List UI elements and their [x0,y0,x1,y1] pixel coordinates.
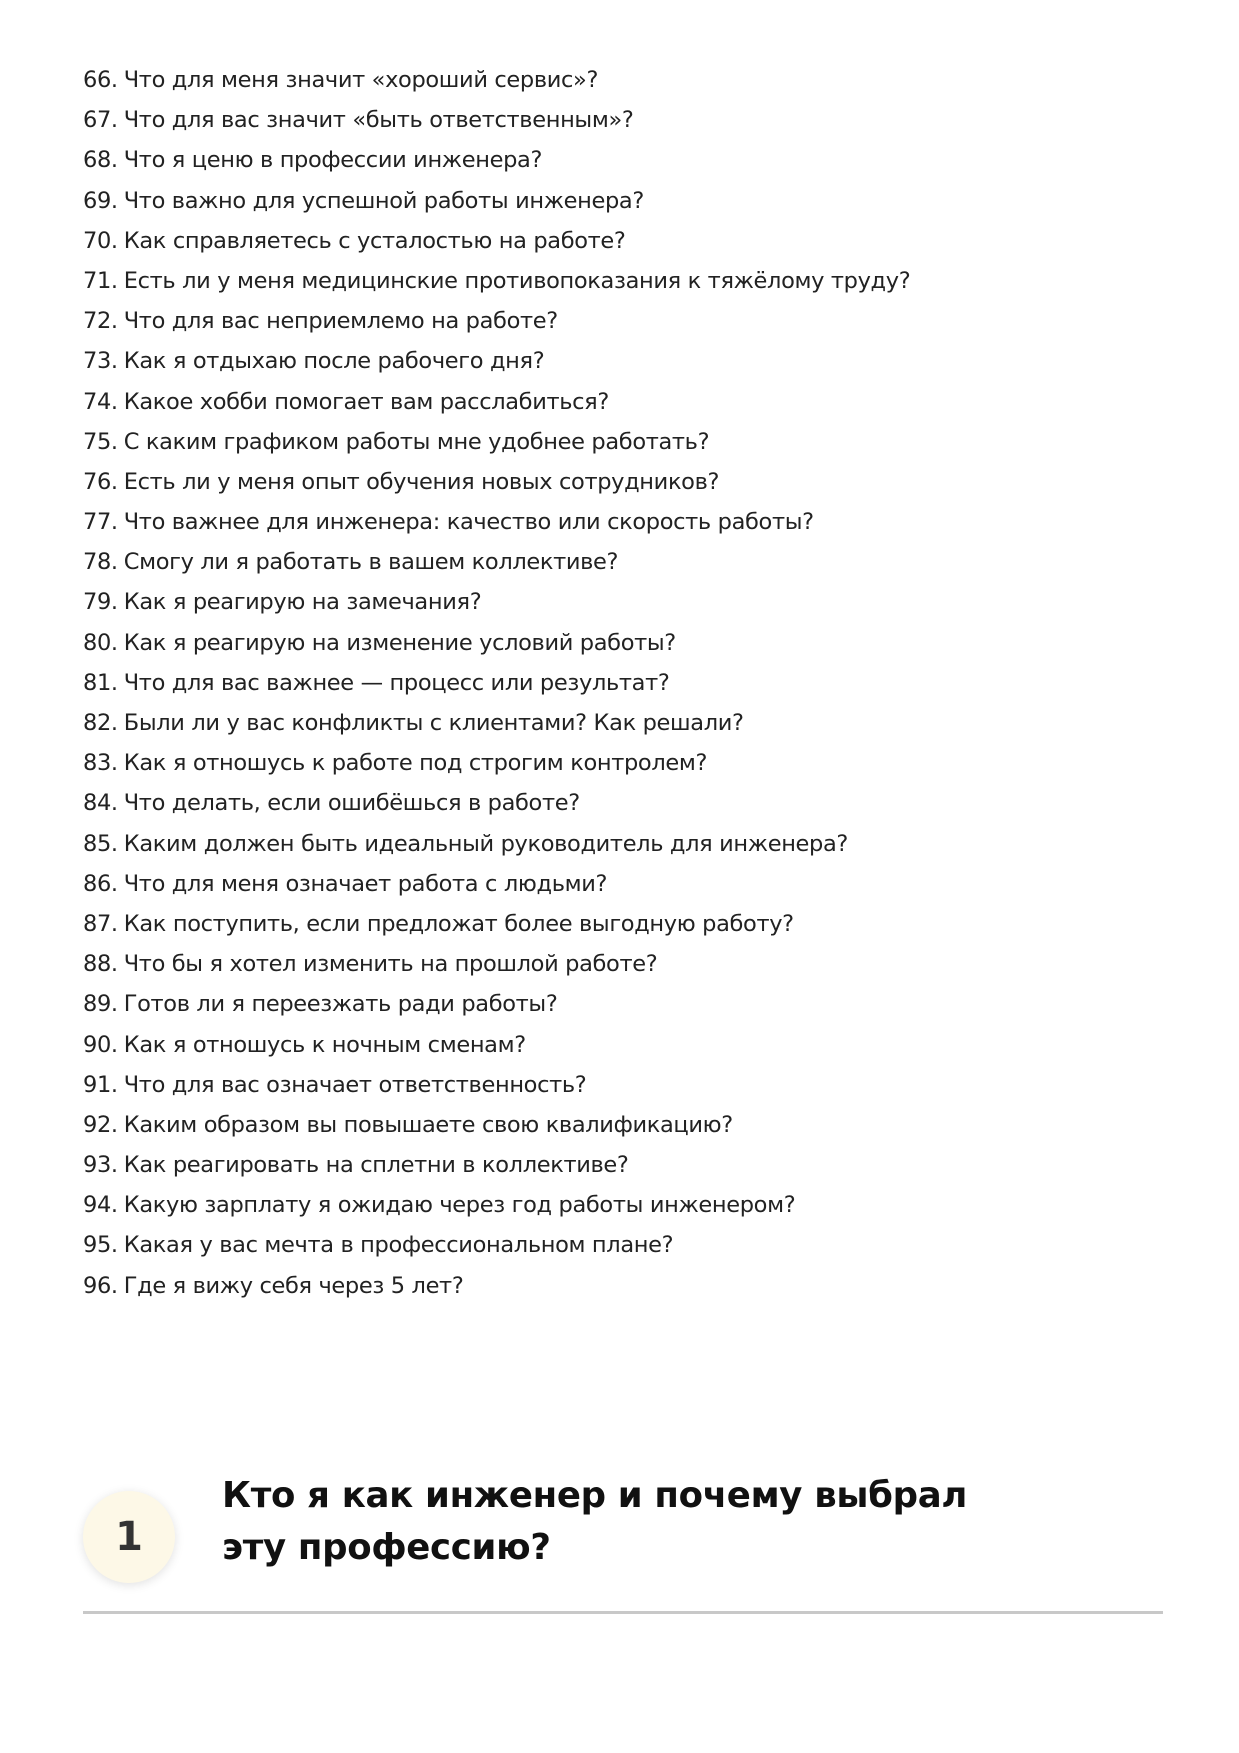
list-item [83,623,1163,663]
list-item [83,582,1163,622]
question-list [83,60,1163,1306]
section-number-badge: 1 [83,1491,175,1583]
question-number: 84. [83,790,118,817]
list-item [83,1185,1163,1225]
list-item [83,542,1163,582]
question-text: Готов ли я переезжать ради работы? [123,991,558,1018]
list-item [83,100,1163,140]
question-number: 88. [83,951,118,978]
list-item [83,1225,1163,1265]
list-item [83,462,1163,502]
list-item [83,663,1163,703]
list-item [83,1266,1163,1306]
list-item [83,1065,1163,1105]
list-item [83,261,1163,301]
list-item [83,422,1163,462]
question-text: Какую зарплату я ожидаю через год работы инженером? [123,1192,796,1219]
question-text: Что я ценю в профессии инженера? [123,147,543,174]
question-text: С каким графиком работы мне удобнее работать? [123,428,710,455]
question-text: Смогу ли я работать в вашем коллективе? [123,549,619,576]
question-text: Как я отношусь к ночным сменам? [123,1031,526,1058]
question-text: Что для меня значит «хороший сервис»? [123,67,599,93]
list-item [83,743,1163,783]
list-item [83,1145,1163,1185]
list-item [83,824,1163,864]
question-text: Есть ли у меня медицинские противопоказания к тяжёлому труду? [123,267,911,294]
list-item [83,1025,1163,1065]
question-number: 86. [83,870,118,897]
question-number: 66. [83,67,118,93]
list-item [83,864,1163,904]
question-text: Что бы я хотел изменить на прошлой работе? [123,951,658,978]
section-title: Кто я как инженер и почему выбрал эту профессию? [222,1475,968,1568]
question-text: Что делать, если ошибёшься в работе? [123,790,580,817]
question-number: 92. [83,1111,118,1138]
question-number: 69. [83,187,118,214]
list-item [83,221,1163,261]
question-text: Что важнее для инженера: качество или скорость работы? [123,509,814,536]
question-text: Что для вас неприемлемо на работе? [123,308,558,335]
question-number: 74. [83,388,118,415]
question-number: 85. [83,830,118,857]
question-text: Что для меня означает работа с людьми? [123,870,608,897]
question-number: 95. [83,1232,118,1259]
question-number: 80. [83,629,118,656]
list-item [83,703,1163,743]
question-number: 72. [83,308,118,335]
list-item [83,944,1163,984]
question-text: Как я реагирую на изменение условий работы? [123,629,676,656]
question-number: 76. [83,468,118,495]
question-text: Что для вас значит «быть ответственным»? [123,107,634,134]
question-number: 75. [83,428,118,455]
question-number: 68. [83,147,118,174]
list-item [83,502,1163,542]
question-text: Как реагировать на сплетни в коллективе? [123,1152,629,1179]
question-text: Были ли у вас конфликты с клиентами? Как решали? [123,710,744,736]
question-number: 93. [83,1152,118,1179]
list-item [83,301,1163,341]
question-number: 91. [83,1071,118,1098]
question-text: Как поступить, если предложат более выгодную работу? [123,910,794,937]
question-text: Что для вас означает ответственность? [123,1071,587,1098]
question-number: 82. [83,710,118,736]
question-text: Каким должен быть идеальный руководитель для инженера? [123,830,849,857]
list-item [83,341,1163,381]
list-item [83,904,1163,944]
question-number: 71. [83,267,118,294]
question-number: 89. [83,991,118,1018]
question-text: Каким образом вы повышаете свою квалификацию? [123,1111,733,1138]
question-number: 73. [83,348,118,375]
question-number: 94. [83,1192,118,1219]
list-item [83,140,1163,180]
question-text: Как я отношусь к работе под строгим контролем? [123,750,708,777]
question-text: Какая у вас мечта в профессиональном плане? [123,1232,674,1259]
list-item [83,60,1163,100]
question-text: Как справляетесь с усталостью на работе? [123,227,626,254]
question-text: Есть ли у меня опыт обучения новых сотрудников? [123,468,720,495]
question-text: Как я реагирую на замечания? [123,589,482,616]
question-number: 90. [83,1031,118,1058]
list-item [83,984,1163,1024]
question-number: 96. [83,1272,118,1299]
question-number: 70. [83,227,118,254]
list-item [83,181,1163,221]
question-number: 81. [83,669,118,696]
list-item [83,382,1163,422]
question-number: 83. [83,750,118,777]
list-item [83,783,1163,823]
question-text: Что важно для успешной работы инженера? [123,187,644,214]
question-number: 87. [83,910,118,937]
question-number: 78. [83,549,118,576]
question-text: Какое хобби помогает вам расслабиться? [123,388,609,415]
question-number: 79. [83,589,118,616]
question-number: 67. [83,107,118,134]
question-text: Где я вижу себя через 5 лет? [123,1272,464,1299]
question-text: Что для вас важнее — процесс или результат? [123,669,670,696]
section-divider [83,1611,1163,1614]
question-number: 77. [83,509,118,536]
question-text: Как я отдыхаю после рабочего дня? [123,348,545,375]
list-item [83,1105,1163,1145]
